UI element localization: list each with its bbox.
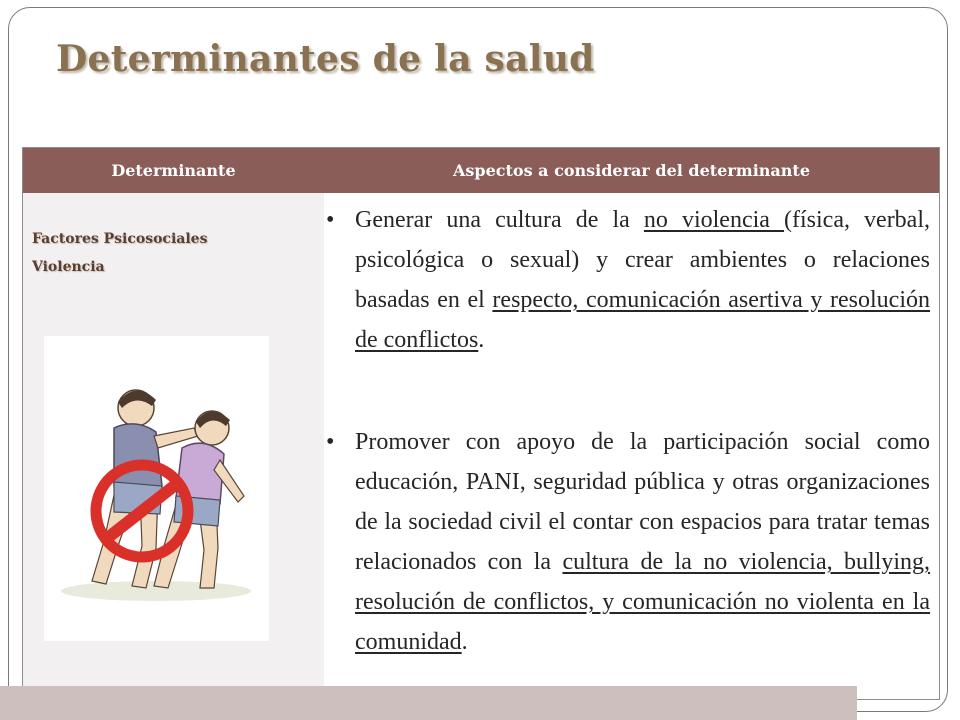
- aspect-bullet-2: [355, 422, 930, 662]
- bullet-2-text-3: .: [461, 629, 468, 655]
- bullet-1-text-5: .: [478, 327, 485, 353]
- bottom-decorative-bar: [0, 686, 857, 720]
- bullet-2-text-2: cultura de la no violencia, bullying, resolución de conflictos, y comunicación no violenta en la comunidad: [355, 549, 931, 655]
- bullet-1-text-4: respecto, comunicación asertiva y resolución de conflictos: [355, 287, 931, 353]
- aspect-bullet-1: [355, 200, 930, 360]
- determinant-cell: [23, 193, 324, 699]
- header-aspectos: Aspectos a considerar del determinante: [453, 161, 810, 180]
- bullet-1-text-1: Generar una cultura de la: [355, 207, 644, 233]
- header-determinante: Determinante: [111, 161, 236, 180]
- bullet-1-text-3: (física, verbal, psicológica o sexual) y crear ambientes o relaciones basadas en el: [355, 207, 930, 313]
- determinant-label: [32, 225, 207, 281]
- determinant-table: [22, 147, 940, 700]
- no-violence-illustration: [44, 336, 269, 641]
- slide-title: Determinantes de la salud: [56, 38, 595, 80]
- determinant-line-1: Factores Psicosociales: [32, 231, 208, 247]
- bullet-2-text-1: Promover con apoyo de la participación social como educación, PANI, seguridad pública y otras organizaciones de la sociedad civil el contar con espacios para tratar temas relacionados con la: [355, 429, 930, 575]
- no-violence-icon: [44, 336, 269, 641]
- aspects-cell: [324, 193, 939, 699]
- bullet-1-text-2: no violencia: [643, 207, 784, 233]
- table-header-row: [23, 148, 939, 193]
- determinant-line-2: Violencia: [32, 259, 105, 275]
